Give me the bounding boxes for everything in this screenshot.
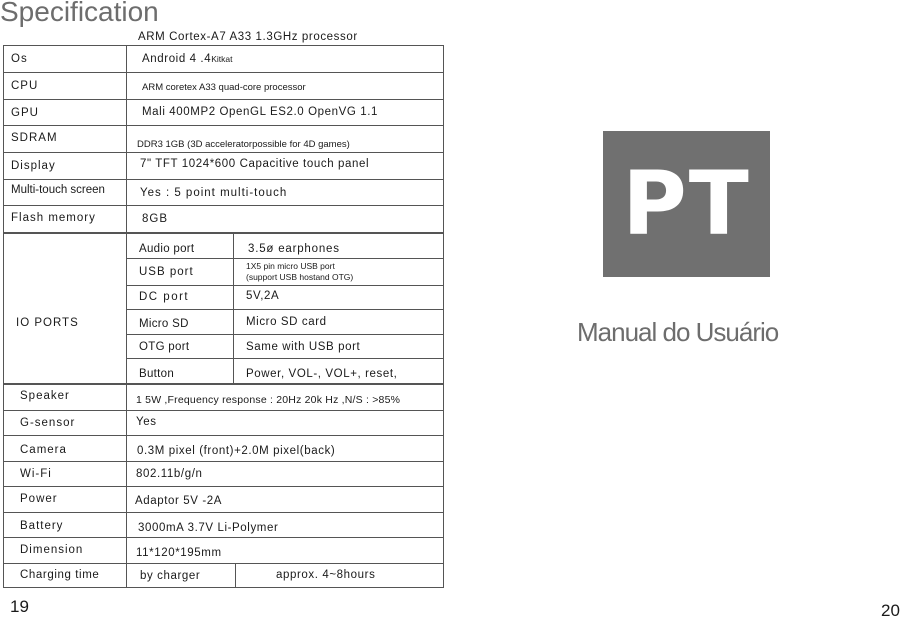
os-codename: Kitkat <box>211 54 233 64</box>
spec-label-speaker: Speaker <box>20 390 70 402</box>
divider <box>3 125 444 126</box>
divider <box>3 179 444 180</box>
divider <box>3 99 444 100</box>
divider <box>3 435 444 436</box>
divider <box>235 563 236 588</box>
io-port-name: Micro SD <box>139 318 189 330</box>
io-ports-label: IO PORTS <box>16 317 79 329</box>
spec-label-gsensor: G-sensor <box>20 417 76 429</box>
spec-label-cpu: CPU <box>11 80 39 92</box>
divider <box>126 358 444 359</box>
spec-label-wifi: Wi-Fi <box>20 468 52 480</box>
spec-label-os: Os <box>11 53 28 65</box>
usb-detail-line2: (support USB hostand OTG) <box>246 272 354 282</box>
page-number-left: 19 <box>10 597 29 616</box>
io-port-detail <box>246 261 353 282</box>
spec-value-power: Adaptor 5V -2A <box>135 495 223 507</box>
spec-value-os <box>142 53 232 66</box>
io-port-detail: 3.5ø earphones <box>248 243 340 255</box>
divider <box>3 486 444 487</box>
spec-value-camera: 0.3M pixel (front)+2.0M pixel(back) <box>137 445 336 457</box>
spec-label-camera: Camera <box>20 444 67 456</box>
os-version: Android 4 .4 <box>142 53 212 65</box>
io-port-name: OTG port <box>139 341 190 353</box>
divider <box>3 410 444 411</box>
spec-label-battery: Battery <box>20 520 64 532</box>
divider <box>3 152 444 153</box>
spec-label-display: Display <box>11 160 56 172</box>
io-port-name: Audio port <box>139 243 195 255</box>
spec-value-dimension: 11*120*195mm <box>136 547 222 559</box>
io-port-name: USB port <box>139 266 194 278</box>
divider <box>3 72 444 73</box>
sdram-note: (3D acceleratorpossible for 4D games) <box>187 139 350 150</box>
divider <box>3 461 444 462</box>
spec-label-gpu: GPU <box>11 107 39 119</box>
spec-label-flash: Flash memory <box>11 212 96 224</box>
io-port-detail: Same with USB port <box>246 341 361 353</box>
divider <box>126 258 444 259</box>
spec-value-gpu: Mali 400MP2 OpenGL ES2.0 OpenVG 1.1 <box>142 106 379 118</box>
spec-value-charging-method: by charger <box>140 570 201 582</box>
divider <box>3 512 444 513</box>
page-title: Specification <box>0 0 159 27</box>
divider <box>3 563 444 564</box>
processor-note: ARM Cortex-A7 A33 1.3GHz processor <box>138 31 358 43</box>
spec-value-cpu: ARM coretex A33 quad-core processor <box>142 82 306 93</box>
spec-label-dimension: Dimension <box>20 544 84 556</box>
divider <box>126 309 444 310</box>
io-port-name: DC port <box>139 291 190 303</box>
divider <box>126 285 444 286</box>
io-port-name: Button <box>139 368 175 380</box>
io-port-detail: Power, VOL-, VOL+, reset, <box>246 368 398 380</box>
spec-label-multitouch: Multi-touch screen <box>11 184 105 196</box>
spec-value-flash: 8GB <box>142 213 169 225</box>
pt-language-logo: PT <box>603 131 770 277</box>
spec-value-gsensor: Yes <box>136 416 157 428</box>
spec-value-wifi: 802.11b/g/n <box>136 468 203 480</box>
spec-value-speaker: 1 5W ,Frequency response : 20Hz 20k Hz ,N/S : >85% <box>136 394 401 406</box>
spec-label-sdram: SDRAM <box>11 132 58 144</box>
divider <box>3 205 444 206</box>
sdram-size: DDR3 1GB <box>137 139 185 150</box>
divider <box>3 537 444 538</box>
spec-value-battery: 3000mA 3.7V Li-Polymer <box>138 522 279 534</box>
spec-value-display: 7" TFT 1024*600 Capacitive touch panel <box>140 158 370 170</box>
io-port-detail: Micro SD card <box>246 316 327 328</box>
divider <box>126 334 444 335</box>
spec-value-charging-time: approx. 4~8hours <box>276 569 376 581</box>
manual-title: Manual do Usuário <box>577 317 779 347</box>
usb-detail-line1: 1X5 pin micro USB port <box>246 261 335 271</box>
spec-value-sdram <box>137 138 350 151</box>
spec-label-charging: Charging time <box>20 569 100 581</box>
spec-label-power: Power <box>20 493 58 505</box>
spec-value-multitouch: Yes : 5 point multi-touch <box>140 187 288 199</box>
io-port-detail: 5V,2A <box>246 290 280 302</box>
page-number-right: 20 <box>881 601 900 620</box>
